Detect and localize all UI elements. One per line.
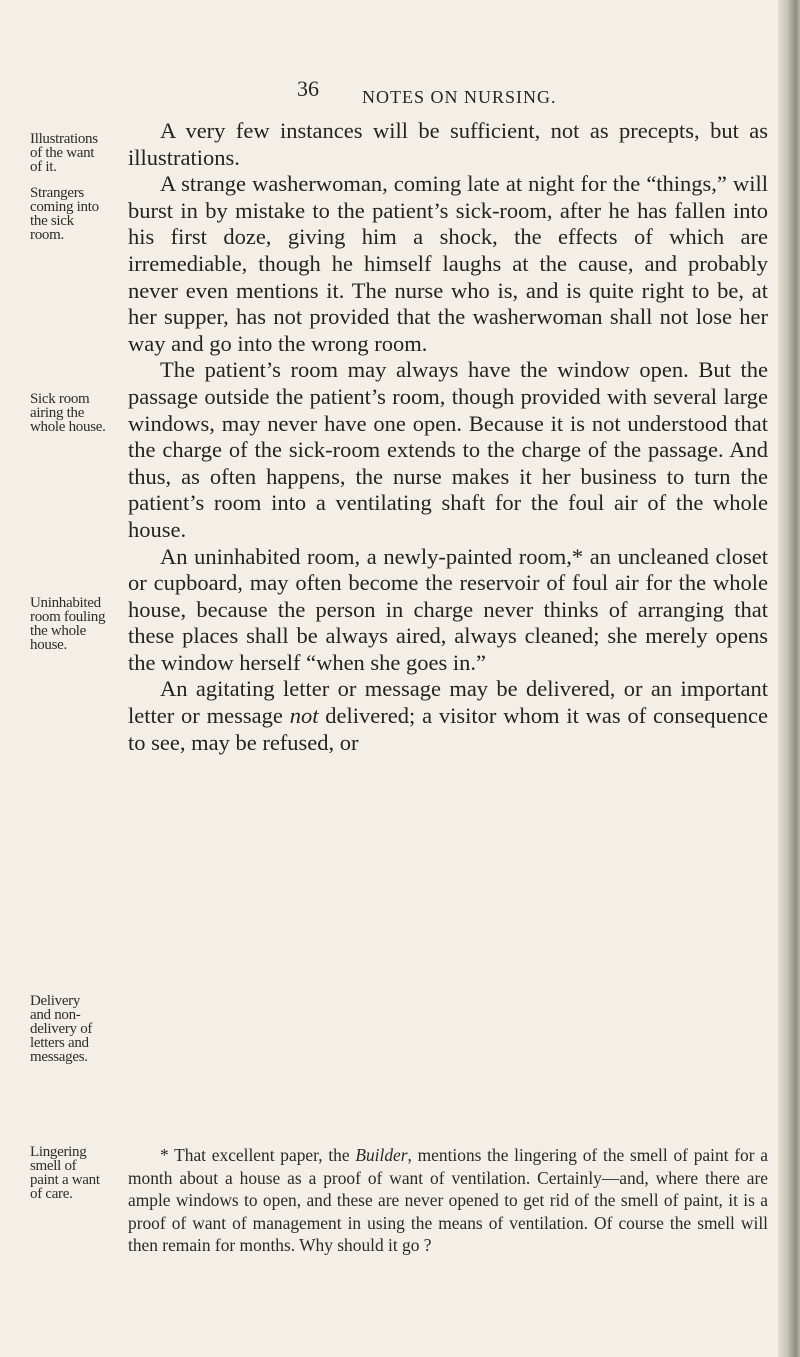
side-note-lingering-smell: Lingering smell of paint a want of care. xyxy=(30,1144,100,1202)
side-note-sick-room-airing: Sick room airing the whole house. xyxy=(30,391,106,435)
page-number: 36 xyxy=(297,76,319,101)
main-text xyxy=(128,118,768,756)
paragraph-illustrations: A very few instances will be sufficient, not as precepts, but as illustrations. xyxy=(128,118,768,170)
letters-emphasis: not xyxy=(289,703,319,729)
letters-text-before: An agitating letter or message may be delivered, or an important letter or message xyxy=(128,676,768,729)
running-head: NOTES ON NURSING. xyxy=(362,87,557,107)
paragraph-letters xyxy=(128,676,768,756)
paragraph-washerwoman: A strange washerwoman, coming late at night for the “things,” will burst in by mistake to the patient’s sick-room, after he has fallen into his first doze, giving him a shock, the effects of which are irremediable, though he himself laughs at the cause, and probably never even mentions it. The nurse who is, and is quite right to be, at her supper, has not provided that the washerwoman shall not lose her way and go into the wrong room. xyxy=(128,171,768,356)
paragraph-uninhabited-room: An uninhabited room, a newly-painted room,* an uncleaned closet or cupboard, may often become the reservoir of foul air for the whole house, because the person in charge never thinks of arranging that these places shall be always aired, always cleaned; she merely opens the window herself “when she goes in.” xyxy=(128,543,768,675)
side-note-illustrations: Illustrations of the want of it. xyxy=(30,131,98,175)
letters-text-after: delivered; a visitor whom it was of consequence to see, may be refused, or xyxy=(128,703,768,755)
footnote-text-before: * That excellent paper, the xyxy=(160,1145,356,1165)
side-note-strangers: Strangers coming into the sick room. xyxy=(30,185,99,243)
side-note-delivery: Delivery and non- delivery of letters and messages. xyxy=(30,993,93,1065)
footnote-builder-title: Builder xyxy=(355,1145,408,1165)
paragraph-passage-window: The patient’s room may always have the window open. But the passage outside the patient’s room, though provided with several large windows, may never have one open. Because it is not understood that the charge of the sick-room extends to the charge of the passage. And thus, as often happens, the nurse makes it her business to turn the patient’s room into a ventilating shaft for the foul air of the whole house. xyxy=(128,357,768,542)
page-edge-shadow xyxy=(778,0,800,1357)
margin-notes xyxy=(0,0,130,1357)
side-note-uninhabited-room: Uninhabited room fouling the whole house. xyxy=(30,595,106,653)
footnote-text-after: , mentions the lingering of the smell of paint for a month about a house as a proof of want of ventilation. Certainly—and, where there are ample windows to open, and these are never opened to get rid of the smell of paint, it is a proof of want of management in using the means of ventilation. Of course the smell will then remain for months. Why should it go ? xyxy=(128,1145,768,1256)
footnote xyxy=(128,1144,768,1257)
footnote-paragraph xyxy=(128,1144,768,1257)
